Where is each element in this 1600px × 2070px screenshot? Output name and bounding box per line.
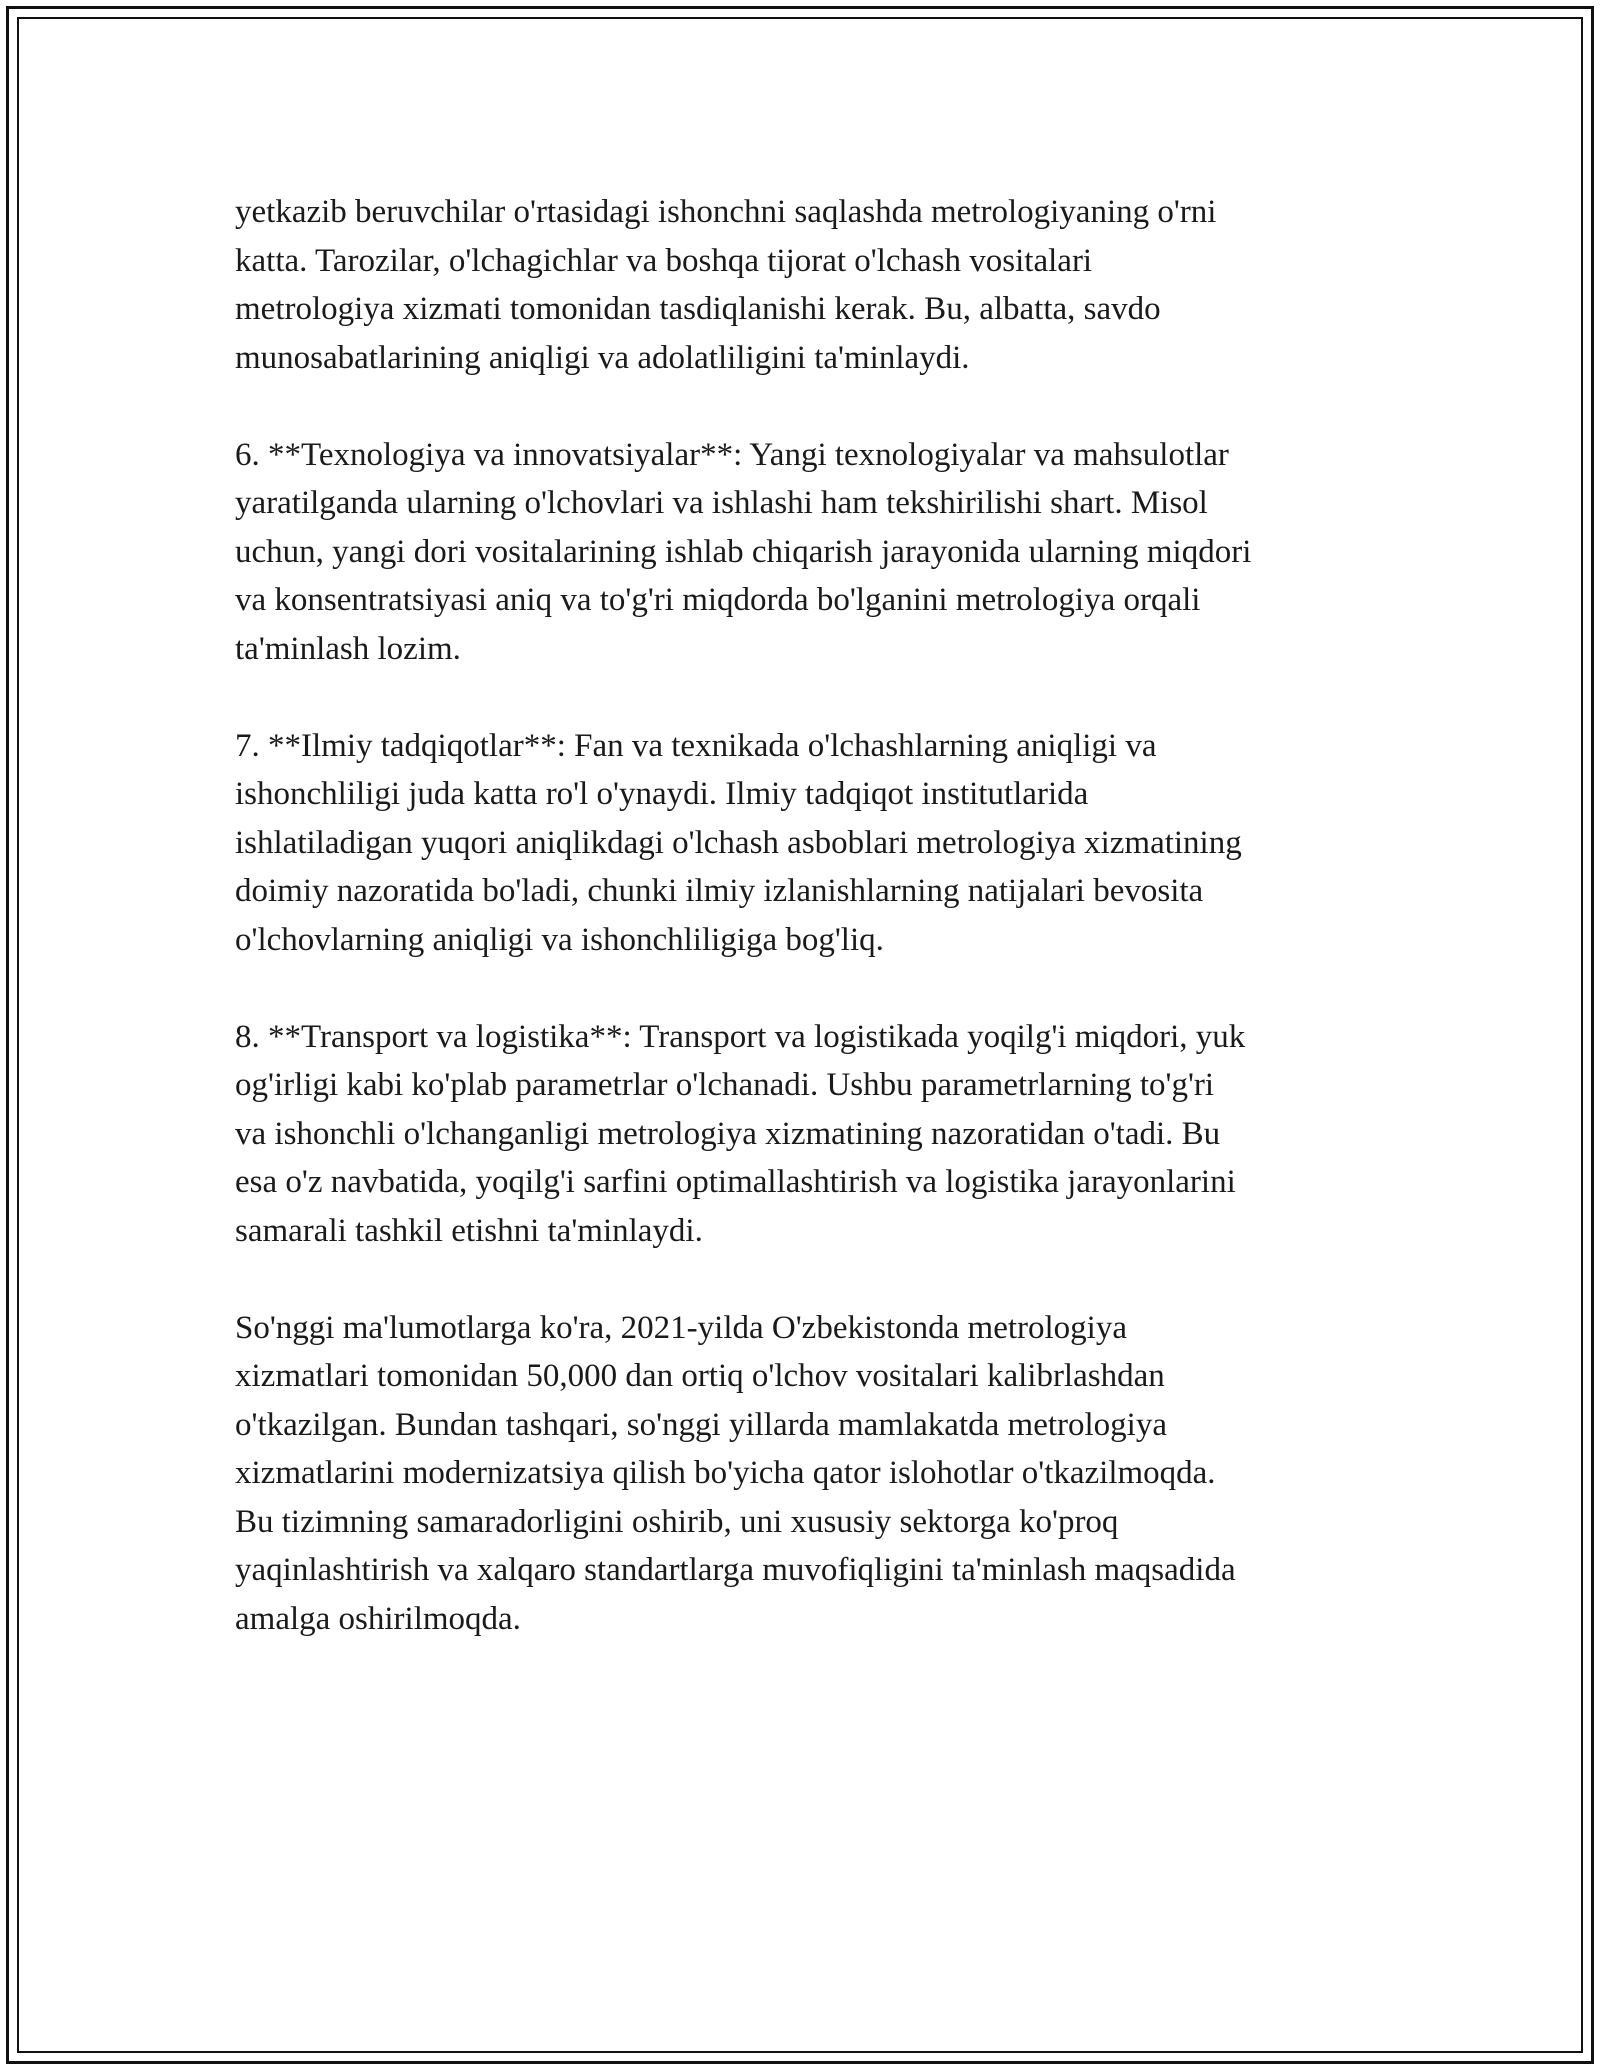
paragraph-technology-innovation: 6. **Texnologiya va innovatsiyalar**: Yangi texnologiyalar va mahsulotlar yaratilganda ularning o'lchovlari va ishlashi ham tekshirilishi shart. Misol uchun, yangi dori vositalarining ishlab chiqarish jarayonida ularning miqdori va konsentratsiyasi aniq va to'g'ri miqdorda bo'lganini metrologiya orqali ta'minlash lozim. xyxy=(235,436,1252,667)
document-body xyxy=(235,188,1385,1692)
paragraph-recent-statistics: So'nggi ma'lumotlarga ko'ra, 2021-yilda O'zbekistonda metrologiya xizmatlari tomonidan 50,000 dan ortiq o'lchov vositalari kalibrlashdan o'tkazilgan. Bundan tashqari, so'nggi yillarda mamlakatda metrologiya xizmatlarini modernizatsiya qilish bo'yicha qator islohotlar o'tkazilmoqda. Bu tizimning samaradorligini oshirib, uni xususiy sektorga ko'proq yaqinlashtirish va xalqaro standartlarga muvofiqligini ta'minlash maqsadida amalga oshirilmoqda. xyxy=(235,1309,1236,1637)
paragraph-intro-continuation: yetkazib beruvchilar o'rtasidagi ishonchni saqlashda metrologiyaning o'rni katta. Tarozilar, o'lchagichlar va boshqa tijorat o'lchash vositalari metrologiya xizmati tomonidan tasdiqlanishi kerak. Bu, albatta, savdo munosabatlarining aniqligi va adolatliligini ta'minlaydi. xyxy=(235,194,1217,376)
paragraph-scientific-research: 7. **Ilmiy tadqiqotlar**: Fan va texnikada o'lchashlarning aniqligi va ishonchliligi juda katta ro'l o'ynaydi. Ilmiy tadqiqot institutlarida ishlatiladigan yuqori aniqlikdagi o'lchash asboblari metrologiya xizmatining doimiy nazoratida bo'ladi, chunki ilmiy izlanishlarning natijalari bevosita o'lchovlarning aniqligi va ishonchliligiga bog'liq. xyxy=(235,727,1242,958)
paragraph-transport-logistics: 8. **Transport va logistika**: Transport va logistikada yoqilg'i miqdori, yuk og'irligi kabi ko'plab parametrlar o'lchanadi. Ushbu parametrlarning to'g'ri va ishonchli o'lchanganligi metrologiya xizmatining nazoratidan o'tadi. Bu esa o'z navbatida, yoqilg'i sarfini optimallashtirish va logistika jarayonlarini samarali tashkil etishni ta'minlaydi. xyxy=(235,1018,1246,1249)
